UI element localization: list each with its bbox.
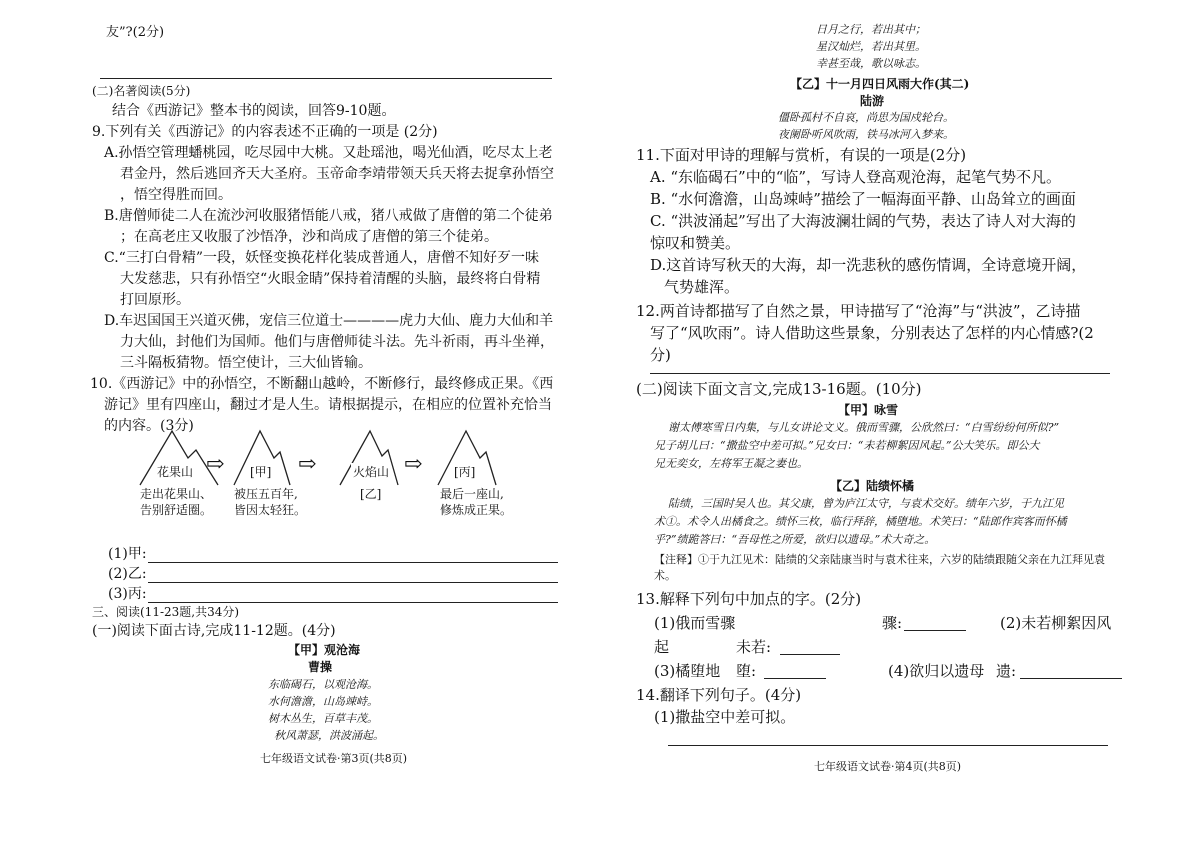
q13-item-1-key: 骤: [882, 614, 903, 632]
answer-blank[interactable] [904, 614, 966, 631]
q14-item-1: (1)撒盐空中差可拟。 [654, 708, 796, 726]
answer-blank[interactable] [764, 662, 826, 679]
page-footer-right: 七年级语文试卷·第4页(共8页) [814, 760, 962, 773]
poem-jia-continued: 幸甚至哉，歌以咏志。 [816, 57, 926, 70]
q9-option-b-line1: B.唐僧师徒二人在流沙河收服猪悟能八戒，猪八戒做了唐僧的第二个徒弟 [104, 208, 553, 224]
top-fragment: 友”?(2分) [106, 25, 165, 40]
answer-blank-jia[interactable] [148, 546, 558, 563]
answer-line[interactable] [668, 745, 1108, 746]
answer-blank[interactable] [780, 638, 840, 655]
prose-jia-line: 谢太傅寒雪日内集，与儿女讲论文义。俄而雪骤，公欣然曰：“白雪纷纷何所似?” [668, 421, 1060, 434]
arrow-right-icon: ⇨ [206, 452, 225, 477]
poem-jia-line: 水何澹澹，山岛竦峙。 [268, 695, 378, 708]
poem-jia-line: 秋风萧瑟，洪波涌起。 [274, 729, 384, 742]
q9-option-c-line3: 打回原形。 [120, 292, 190, 308]
answer-blank-yi[interactable] [148, 566, 558, 583]
q11-option-c-line2: 惊叹和赞美。 [650, 234, 741, 252]
prose-jia-line: 兄无奕女，左将军王凝之妻也。 [654, 457, 808, 470]
mountain-1-label: 花果山 [157, 465, 194, 479]
question-9: 9.下列有关《西游记》的内容表述不正确的一项是 (2分) [92, 124, 438, 140]
arrow-right-icon: ⇨ [404, 452, 423, 477]
mountain-2-label: [甲] [250, 465, 272, 479]
poem-yi-line: 僵卧孤村不自哀，尚思为国戍轮台。 [778, 111, 954, 124]
poem-jia-title: 【甲】观沧海 [288, 643, 361, 657]
q9-option-b-line2: ；在高老庄又收服了沙悟净，沙和尚成了唐僧的第三个徒弟。 [120, 229, 498, 245]
prose-yi-title: 【乙】陆绩怀橘 [830, 479, 915, 493]
q11-option-c-line1: C. “洪波涌起”写出了大海波澜壮阔的气势，表达了诗人对大海的 [650, 212, 1076, 230]
question-12-line1: 12.两首诗都描写了自然之景，甲诗描写了“沧海”与“洪波”，乙诗描 [636, 302, 1081, 320]
prose-yi-line: 乎?”绩跪答曰：“吾母性之所爱，欲归以遗母。”术大奇之。 [654, 533, 936, 546]
poem-jia-line: 东临碣石，以观沧海。 [268, 678, 378, 691]
q9-option-c-line1: C.“三打白骨精”一段，妖怪变换花样化装成普通人，唐僧不知好歹一味 [104, 250, 539, 266]
prose-yi-line: 术①。术令人出橘食之。绩怀三枚，临行拜辞，橘堕地。术笑曰：“陆郎作宾客而怀橘 [654, 515, 1067, 528]
prose-yi-line: 陆绩，三国时吴人也。其父康，曾为庐江太守，与袁术交好。绩年六岁，于九江见 [668, 497, 1064, 510]
question-10-line1: 10.《西游记》中的孙悟空，不断翻山越岭，不断修行，最终修成正果。《西 [90, 376, 554, 392]
q11-option-b: B. “水何澹澹，山岛竦峙”描绘了一幅海面平静、山岛耸立的画面 [650, 190, 1076, 208]
q11-option-d-line2: 气势雄浑。 [664, 278, 740, 296]
mountain-4-label: [丙] [454, 465, 476, 479]
question-12-line3: 分) [650, 346, 671, 364]
q13-item-4: (4)欲归以遗母 [888, 662, 985, 680]
blank-label-yi: (2)乙: [108, 566, 147, 582]
q13-item-4-key: 遗: [996, 662, 1017, 680]
poem-jia-continued: 星汉灿烂，若出其里。 [816, 40, 926, 53]
answer-blank[interactable] [1020, 662, 1122, 679]
blank-label-jia: (1)甲: [108, 546, 147, 562]
q9-option-a-line3: ，悟空得胜而回。 [120, 187, 232, 203]
q13-item-3: (3)橘堕地 [654, 662, 721, 680]
poem-jia-line: 树木丛生，百草丰茂。 [268, 712, 378, 725]
poem-jia-author: 曹操 [308, 660, 333, 674]
question-10-line2: 游记》里有四座山，翻过才是人生。请根据提示，在相应的位置补充恰当 [104, 397, 552, 413]
q13-item-2: (2)未若柳絮因风 [1000, 614, 1112, 632]
q11-option-a: A. “东临碣石”中的“临”，写诗人登高观沧海，起笔气势不凡。 [650, 168, 1062, 186]
q9-option-a-line1: A.孙悟空管理蟠桃园，吃尽园中大桃。又赴瑶池，喝光仙酒，吃尽太上老 [104, 145, 553, 161]
q9-option-c-line2: 大发慈悲，只有孙悟空“火眼金睛”保持着清醒的头脑，最终将白骨精 [120, 271, 541, 287]
prose-jia-line: 兄子胡儿曰：“撒盐空中差可拟。”兄女曰：“未若柳絮因风起。”公大笑乐。即公大 [654, 439, 1040, 452]
q9-option-d-line3: 三斗隔板猜物。悟空使计，三大仙皆输。 [120, 355, 372, 371]
mountain-1-caption: 走出花果山、 告别舒适圈。 [140, 487, 213, 518]
q13-item-3-key: 堕: [736, 662, 757, 680]
mountain-2-caption: 被压五百年, 皆因太轻狂。 [234, 487, 307, 518]
mountain-3-label: 火焰山 [353, 465, 390, 479]
question-13: 13.解释下列句中加点的字。(2分) [636, 590, 862, 608]
question-10-line3: 的内容。(3分) [104, 418, 194, 434]
q9-option-a-line2: 君金丹，然后逃回齐天大圣府。玉帝命李靖带领天兵天将去捉拿孙悟空 [120, 166, 554, 182]
q9-option-d-line2: 力大仙，封他们为国师。他们与唐僧师徒斗法。先斗祈雨，再斗坐禅， [120, 334, 554, 350]
poem-yi-title: 【乙】十一月四日风雨大作(其二) [790, 77, 970, 91]
q13-item-2-cont: 起 [654, 638, 670, 656]
prose-jia-title: 【甲】咏雪 [838, 403, 899, 417]
q9-option-d-line1: D.车迟国国王兴道灭佛，宠信三位道士————虎力大仙、鹿力大仙和羊 [104, 313, 554, 329]
answer-blank-bing[interactable] [148, 586, 558, 603]
poem-jia-continued: 日月之行，若出其中； [816, 23, 926, 36]
mountain-4-caption: 最后一座山, 修炼成正果。 [440, 487, 513, 518]
poem-yi-author: 陆游 [860, 94, 885, 108]
section-heading: 三、阅读(11-23题,共34分) [92, 605, 240, 619]
section-subheading: (一)阅读下面古诗,完成11-12题。(4分) [92, 623, 336, 639]
q13-item-2-key: 未若: [736, 638, 772, 656]
question-12-line2: 写了“风吹雨”。诗人借助这些景象，分别表达了怎样的内心情感?(2 [650, 324, 1094, 342]
section-heading: (二)名著阅读(5分) [92, 84, 191, 98]
annotation-note: 术。 [654, 569, 676, 582]
section-subheading: (二)阅读下面文言文,完成13-16题。(10分) [636, 380, 922, 398]
poem-yi-line: 夜阑卧听风吹雨，铁马冰河入梦来。 [778, 128, 954, 141]
blank-label-bing: (3)丙: [108, 586, 147, 602]
arrow-right-icon: ⇨ [298, 452, 317, 477]
q11-option-d-line1: D.这首诗写秋天的大海，却一洗悲秋的感伤情调，全诗意境开阔， [650, 256, 1087, 274]
annotation-note: 【注释】①于九江见术：陆绩的父亲陆康当时与袁术往来，六岁的陆绩跟随父亲在九江拜见袁 [654, 553, 1105, 566]
section-intro: 结合《西游记》整本书的阅读，回答9-10题。 [112, 103, 396, 119]
question-14: 14.翻译下列句子。(4分) [636, 686, 802, 704]
q13-item-1: (1)俄而雪骤 [654, 614, 736, 632]
question-11: 11.下面对甲诗的理解与赏析，有误的一项是(2分) [636, 146, 967, 164]
page-footer-left: 七年级语文试卷·第3页(共8页) [260, 752, 408, 765]
mountain-3-caption: [乙] [360, 487, 382, 501]
answer-line[interactable] [650, 373, 1110, 374]
answer-line [100, 78, 552, 79]
